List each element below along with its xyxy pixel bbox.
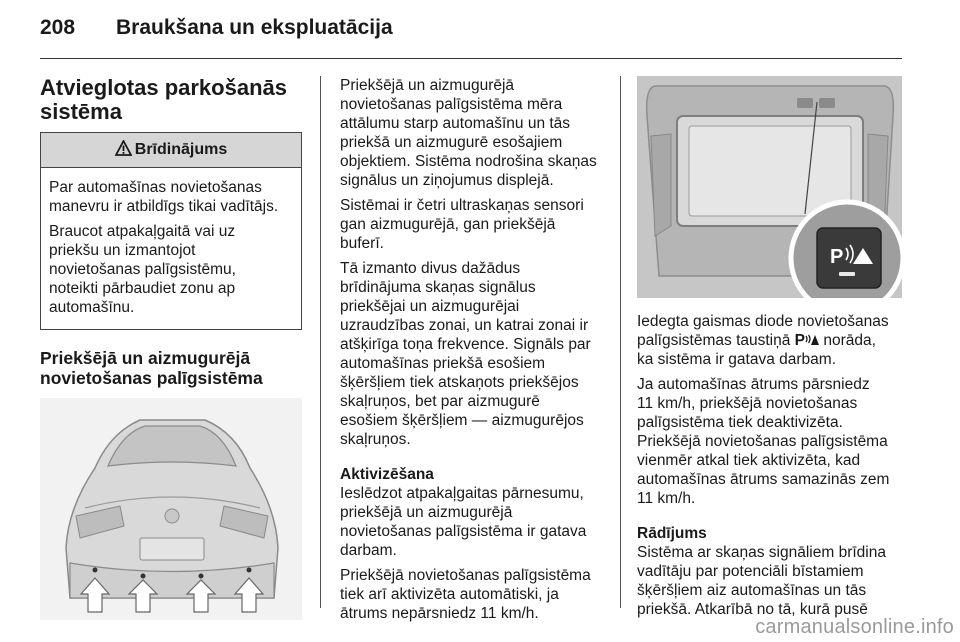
page-header [40,14,902,48]
warning-heading: Brīdinājums [41,133,301,168]
page-number: 208 [40,16,76,39]
header-rule [40,58,902,59]
watermark[interactable]: carmanualsonline.info [755,616,954,638]
parking-assist-button-glyph: P [795,332,819,349]
column-divider-2 [620,76,621,608]
section-title: Atvieglotas parkošanās sistēma [40,75,287,124]
svg-text:P: P [830,246,844,268]
column-2 [340,76,602,629]
warning-box [40,132,302,330]
subsection-title: Priekšējā un aizmugurējā novietošanas palīgsistēma [40,348,263,388]
activation-heading: Aktivizēšana [340,466,434,483]
car-rear-sensors-figure [40,398,302,620]
paragraph: Priekšējā un aizmugurējā novietošanas palīgsistēma mēra attālumu starp automašīnu un tās priekšā un aizmugurē esošajiem objektiem. Sistēma nodrošina skaņas signālus un ziņojumus displejā. [340,77,597,189]
chapter-title: Braukšana un ekspluatācija [116,16,393,39]
column-divider-1 [320,76,321,608]
warning-para-1: Par automašīnas novietošanas manevru ir atbildīgs tikai vadītājs. [49,179,279,215]
paragraph: Iedegta gaismas diode novietošanas palīgsistēmas taustiņā P norāda, ka sistēma ir gatava darbam. [637,313,889,368]
column-3 [637,76,902,625]
paragraph: Priekšējā novietošanas palīgsistēma tiek arī aktivizēta automātiski, ja ātrums nepārsniedz 11 km/h. [340,567,591,622]
paragraph: Tā izmanto divus dažādus brīdinājuma skaņas signālus priekšējai un aizmugurējai uzraudzības zonai, un katrai zonai ir atšķirīga toņa frekvence. Signāls par automašīnas priekšā esošiem šķēršļiem tiek atskaņots priekšējos skaļruņos, bet par aizmugurē esošiem šķēršļiem — aizmugurējos skaļruņos. [340,260,591,448]
warning-para-2: Braucot atpakaļgaitā vai uz priekšu un izmantojot novietošanas palīgsistēmu, noteikti pārbaudiet zonu ap automašīnu. [49,223,236,316]
paragraph: Ieslēdzot atpakaļgaitas pārnesumu, priekšējā un aizmugurējā novietošanas palīgsistēma ir gatava darbam. [340,485,587,559]
warning-body [41,168,301,329]
warning-triangle-icon [115,140,132,161]
paragraph: Sistēma ar skaņas signāliem brīdina vadītāju par potenciāli bīstamiem šķēršļiem aiz automašīnas un tās priekšā. Atkarībā no tā, kurā pusē [637,544,886,618]
parking-button-console-figure [637,76,902,298]
paragraph: Ja automašīnas ātrums pārsniedz 11 km/h, priekšējā novietošanas palīgsistēma tiek deaktivizēta. Priekšējā novietošanas palīgsistēma vienmēr atkal tiek aktivizēta, kad automašīnas ātrums samazinās zem 11 km/h. [637,376,890,507]
readings-heading: Rādījums [637,525,707,542]
column-1 [40,76,302,620]
paragraph: Sistēmai ir četri ultraskaņas sensori gan aizmugurējā, gan priekšējā buferī. [340,197,584,252]
